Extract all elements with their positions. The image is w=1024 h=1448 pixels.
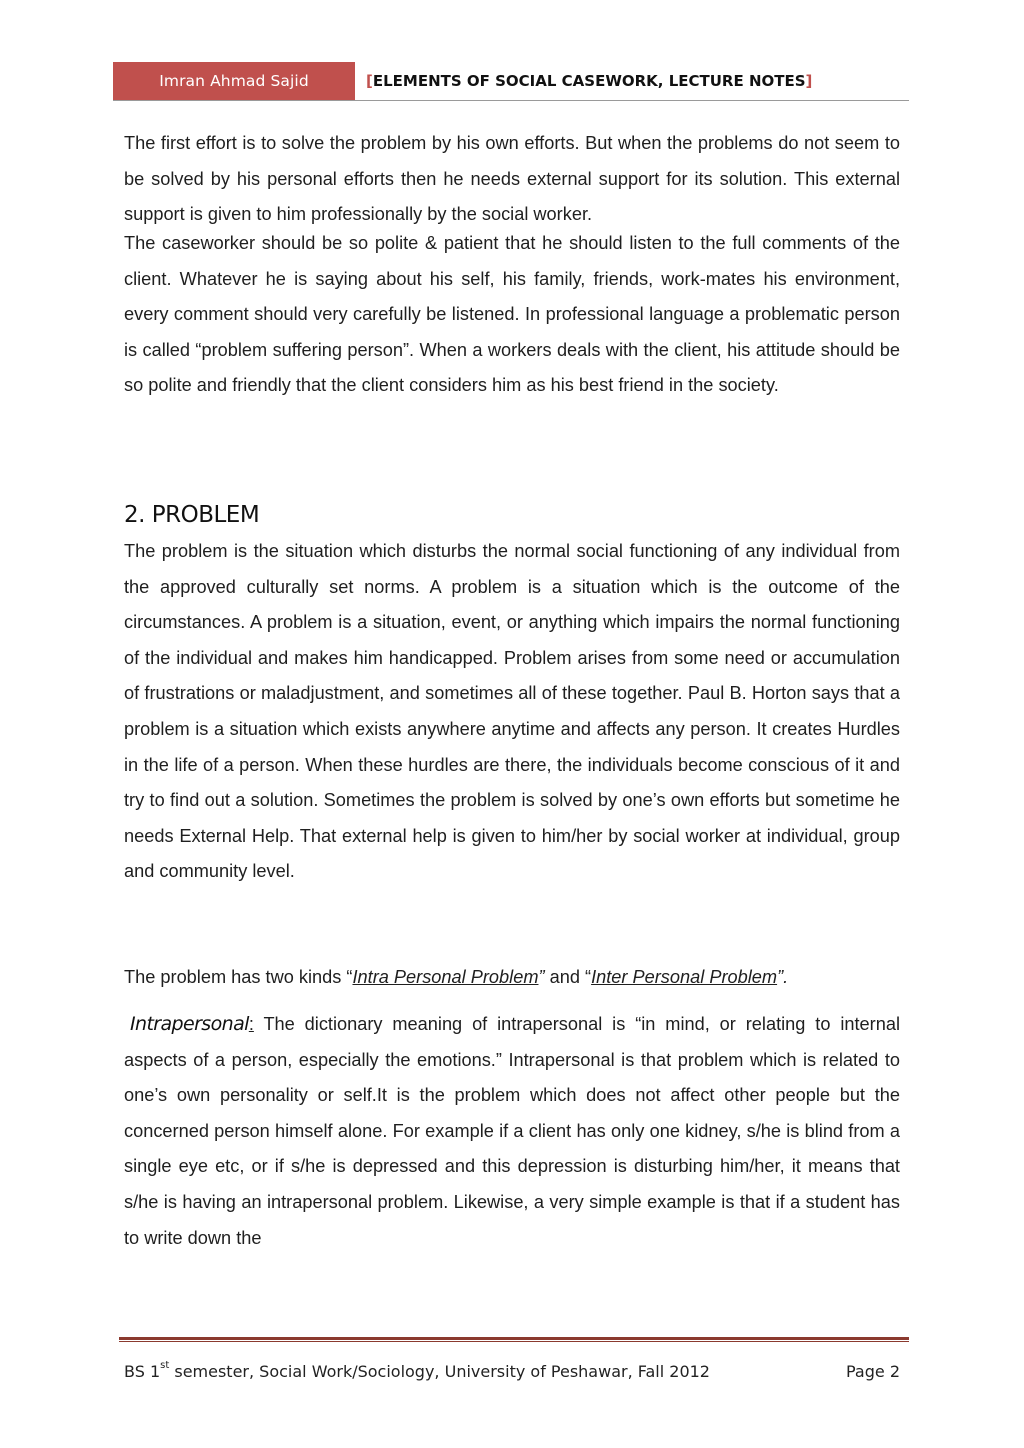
header-author: Imran Ahmad Sajid	[113, 62, 355, 100]
intrapersonal-text: The dictionary meaning of intrapersonal is “in mind, or relating to internal aspects of a person, especially the emotions.” Intrapersonal is that problem which is related to one’s own personality or self.It is the problem which does not affect other people but the concerned person himself alone. For example if a client has only one kidney, s/he is blind from a single eye etc, or if s/he is depressed and this depression is disturbing him/her, it means that s/he is having an intrapersonal problem. Likewise, a very simple example is that if a student has to write down the	[124, 1014, 900, 1248]
header-title-text: ELEMENTS OF SOCIAL CASEWORK, LECTURE NOTES	[372, 72, 806, 90]
kinds-prefix: The problem has two kinds “	[124, 967, 353, 987]
paragraph-problem: The problem is the situation which disturbs the normal social functioning of any individual from the approved culturally set norms. A problem is a situation which is the outcome of the circumstances. A problem is a situation, event, or anything which impairs the normal functioning of the individual and makes him handicapped. Problem arises from some need or accumulation of frustrations or maladjustment, and sometimes all of these together. Paul B. Horton says that a problem is a situation which exists anywhere anytime and affects any person. It creates Hurdles in the life of a person. When these hurdles are there, the individuals become conscious of it and try to find out a solution. Sometimes the problem is solved by one’s own efforts but sometime he needs External Help. That external help is given to him/her by social worker at individual, group and community level.	[124, 541, 900, 882]
kinds-end: ”.	[777, 967, 789, 987]
section-heading: 2. PROBLEM	[124, 502, 260, 528]
intrapersonal-term: Intrapersonal	[130, 1013, 249, 1035]
intrapersonal-colon: :	[248, 1014, 254, 1034]
footer-prefix: BS 1	[124, 1362, 161, 1381]
header-bracket-close: ]	[805, 72, 813, 90]
header-title	[366, 62, 812, 100]
kinds-term-inter: Inter Personal Problem	[591, 967, 778, 987]
paragraph-intrapersonal	[124, 1007, 900, 1256]
page-number: Page 2	[846, 1362, 900, 1381]
paragraph-kinds	[124, 960, 900, 996]
footer-sup: st	[160, 1359, 170, 1371]
kinds-quote-close-1: ”	[538, 967, 545, 987]
footer-rest: semester, Social Work/Sociology, University of Peshawar, Fall 2012	[169, 1362, 710, 1381]
kinds-and: and “	[544, 967, 592, 987]
kinds-term-intra: Intra Personal Problem	[352, 967, 539, 987]
footer-course	[124, 1359, 710, 1381]
page-header	[113, 62, 909, 101]
footer-rule	[119, 1337, 909, 1342]
header-bracket-open: [	[366, 72, 373, 90]
paragraph-1: The first effort is to solve the problem by his own efforts. But when the problems do not seem to be solved by his personal efforts then he needs external support for its solution. This external support is given to him professionally by the social worker.	[124, 133, 900, 225]
paragraph-2: The caseworker should be so polite & patient that he should listen to the full comments of the client. Whatever he is saying about his self, his family, friends, work-mates his environment, every comment should very carefully be listened. In professional language a problematic person is called “problem suffering person”. When a workers deals with the client, his attitude should be so polite and friendly that the client considers him as his best friend in the society.	[124, 233, 900, 396]
